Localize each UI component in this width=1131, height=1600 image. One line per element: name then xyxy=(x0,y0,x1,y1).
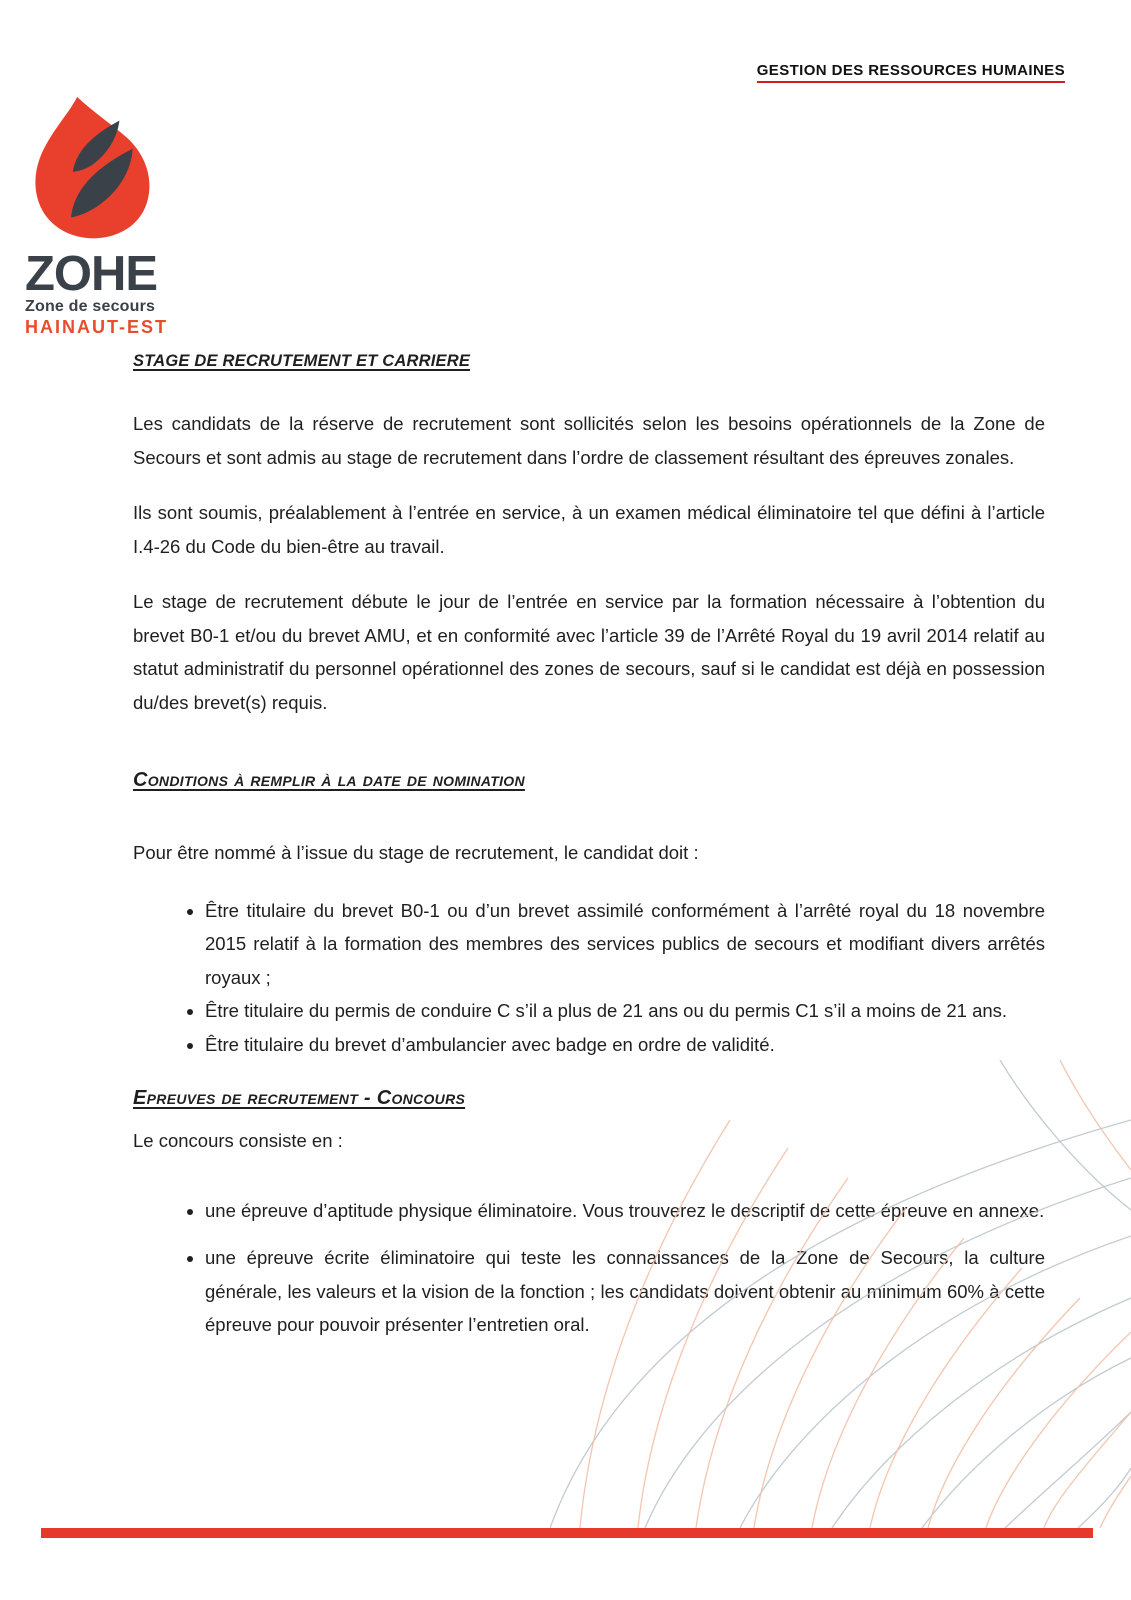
list-item: • une épreuve écrite éliminatoire qui teste les connaissances de la Zone de Secours, la culture générale, les valeurs et la vision de la fonction ; les candidats doivent obtenir au minimum 60% à cette épreuve pour pouvoir présenter l’entretien oral. xyxy=(205,1241,1045,1342)
decorative-curves xyxy=(440,1060,1131,1528)
list-item: • Être titulaire du brevet d’ambulancier avec badge en ordre de validité. xyxy=(205,1028,1045,1062)
section-heading-stage: STAGE DE RECRUTEMENT ET CARRIERE xyxy=(133,352,471,370)
logo-subtitle: Zone de secours xyxy=(25,298,156,315)
conditions-list xyxy=(133,894,1045,1062)
logo-region: HAINAUT-EST xyxy=(25,317,168,337)
logo-acronym: ZOHE xyxy=(25,247,158,301)
conditions-intro: Pour être nommé à l’issue du stage de recrutement, le candidat doit : xyxy=(133,842,699,863)
footer-accent-bar xyxy=(41,1528,1093,1538)
list-item: • Être titulaire du permis de conduire C s’il a plus de 21 ans ou du permis C1 s’il a moins de 21 ans. xyxy=(205,994,1045,1028)
flame-logo-icon xyxy=(27,88,159,250)
zohe-logo xyxy=(25,88,175,338)
paragraph: Les candidats de la réserve de recrutement sont sollicités selon les besoins opérationnels de la Zone de Secours et sont admis au stage de recrutement dans l’ordre de classement résultant des épreuves zonales. xyxy=(133,413,1045,468)
paragraph: Le stage de recrutement débute le jour de l’entrée en service par la formation nécessaire à l’obtention du brevet B0-1 et/ou du brevet AMU, et en conformité avec l’article 39 de l’Arrêté Royal du 19 avril 2014 relatif au statut administratif du personnel opérationnel des zones de secours, sauf si le candidat est déjà en possession du/des brevet(s) requis. xyxy=(133,591,1045,713)
list-item: • Être titulaire du brevet B0-1 ou d’un brevet assimilé conformément à l’arrêté royal du 18 novembre 2015 relatif à la formation des membres des services publics de secours et modifiant divers arrêtés royaux ; xyxy=(205,894,1045,995)
section-heading-epreuves: Epreuves de recrutement - Concours xyxy=(133,1087,466,1109)
paragraph: Ils sont soumis, préalablement à l’entrée en service, à un examen médical éliminatoire tel que défini à l’article I.4-26 du Code du bien-être au travail. xyxy=(133,502,1045,557)
document-header-title: GESTION DES RESSOURCES HUMAINES xyxy=(757,62,1065,83)
concours-intro: Le concours consiste en : xyxy=(133,1130,343,1151)
list-item: • une épreuve d’aptitude physique éliminatoire. Vous trouverez le descriptif de cette épreuve en annexe. xyxy=(205,1194,1045,1228)
section-heading-conditions: Conditions à remplir à la date de nomination xyxy=(133,769,525,791)
